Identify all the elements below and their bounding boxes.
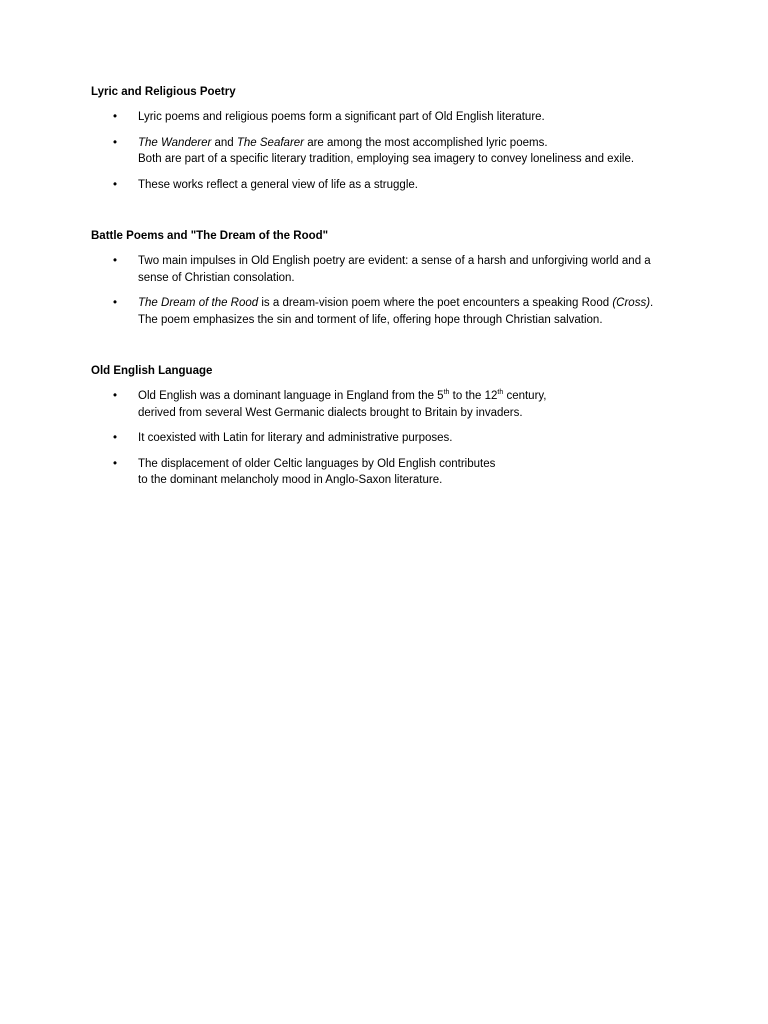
list-item (91, 253, 691, 286)
list-item (91, 135, 691, 168)
bullet-icon: • (113, 136, 118, 149)
list-item (91, 388, 691, 421)
text-line (138, 177, 691, 194)
text-line (138, 472, 691, 489)
list-item (91, 430, 691, 447)
document-page (91, 84, 691, 524)
text-line (138, 151, 691, 168)
text-run: derived from several West Germanic dialects brought to Britain by invaders. (138, 406, 523, 419)
ordinal-superscript: th (443, 389, 450, 396)
text-line (138, 135, 691, 152)
bullet-icon: • (113, 457, 118, 470)
bullet-list (91, 109, 691, 193)
bullet-icon: • (113, 255, 118, 267)
text-run: Both are part of a specific literary tradition, employing sea imagery to convey loneliness and exile. (138, 153, 635, 165)
section-battle-poems (91, 228, 691, 328)
text-run: It coexisted with Latin for literary and administrative purposes. (138, 432, 453, 444)
text-run: century, (503, 390, 547, 402)
poem-title: The Wanderer (138, 136, 212, 149)
text-line (138, 295, 691, 312)
bullet-icon: • (113, 178, 118, 191)
text-line (138, 312, 691, 329)
poem-title: The Dream of the Rood (138, 297, 259, 309)
text-run: Old English was a dominant language in England from the 5 (138, 390, 444, 402)
text-run: to the 12 (449, 390, 498, 402)
italic-term: (Cross) (612, 297, 651, 309)
list-item (91, 295, 691, 328)
section-lyric-religious-poetry (91, 84, 691, 193)
text-run: These works reflect a general view of life as a struggle. (138, 178, 418, 191)
text-run: Lyric poems and religious poems form a significant part of Old English literature. (138, 111, 545, 123)
bullet-icon: • (113, 297, 118, 309)
text-line (138, 405, 691, 422)
text-run: The poem emphasizes the sin and torment of life, offering hope through Christian salvation. (138, 313, 603, 326)
section-heading: Battle Poems and "The Dream of the Rood" (91, 230, 329, 242)
text-line (138, 270, 691, 287)
bullet-icon: • (113, 111, 118, 123)
text-run: sense of Christian consolation. (138, 271, 295, 284)
text-line (138, 388, 691, 405)
text-run: Two main impulses in Old English poetry are evident: a sense of a harsh and unforgiving world and a (138, 255, 651, 267)
section-heading: Old English Language (91, 365, 213, 377)
text-run: is a dream-vision poem where the poet encounters a speaking Rood (258, 297, 613, 309)
text-run: are among the most accomplished lyric poems. (304, 136, 548, 149)
text-line (138, 430, 691, 447)
bullet-list (91, 388, 691, 489)
ordinal-superscript: th (497, 389, 504, 396)
list-item (91, 456, 691, 489)
text-run: The displacement of older Celtic languages by Old English contributes (138, 457, 496, 470)
poem-title: The Seafarer (236, 136, 304, 149)
bullet-icon: • (113, 390, 118, 402)
text-run: to the dominant melancholy mood in Anglo-Saxon literature. (138, 474, 443, 486)
list-item (91, 177, 691, 194)
section-old-english-language (91, 363, 691, 489)
bullet-list (91, 253, 691, 328)
text-line (138, 109, 691, 126)
bullet-icon: • (113, 432, 118, 444)
text-run: . (650, 297, 654, 309)
text-line (138, 253, 691, 270)
list-item (91, 109, 691, 126)
text-run: and (211, 136, 237, 149)
section-heading: Lyric and Religious Poetry (91, 86, 236, 98)
text-line (138, 456, 691, 473)
